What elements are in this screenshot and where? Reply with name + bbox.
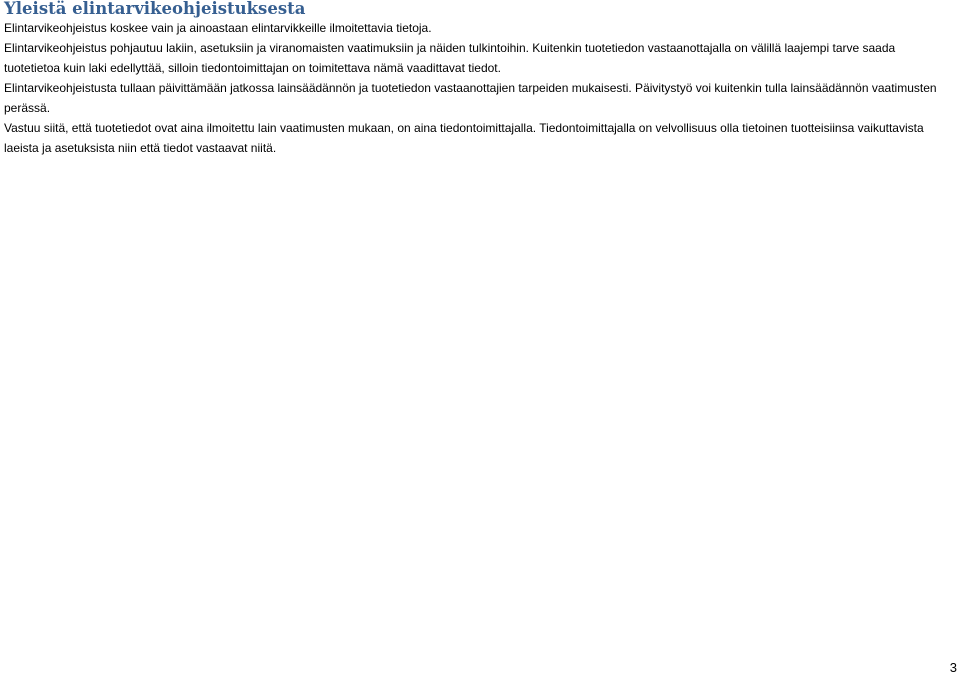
page-number: 3 [949,660,957,675]
document-page [4,0,954,158]
paragraph-updates: Elintarvikeohjeistusta tullaan päivittämään jatkossa lainsäädännön ja tuotetiedon vastaanottajien tarpeiden mukaisesti. Päivitystyö voi kuitenkin tulla lainsäädännön vaatimusten perässä. [4,81,937,115]
paragraph-responsibility: Vastuu siitä, että tuotetiedot ovat aina ilmoitettu lain vaatimusten mukaan, on aina tiedontoimittajalla. Tiedontoimittajalla on velvollisuus olla tietoinen tuotteisiinsa vaikuttavista laeista ja asetuksista niin että tiedot vastaavat niitä. [4,121,924,155]
section-title: Yleistä elintarvikeohjeistuksesta [4,0,306,18]
paragraph-scope: Elintarvikeohjeistus koskee vain ja ainoastaan elintarvikkeille ilmoitettavia tietoja. [4,21,432,35]
paragraph-basis: Elintarvikeohjeistus pohjautuu lakiin, asetuksiin ja viranomaisten vaatimuksiin ja näiden tulkintoihin. Kuitenkin tuotetiedon vastaanottajalla on välillä laajempi tarve saada tuotetietoa kuin laki edellyttää, silloin tiedontoimittajan on toimitettava nämä vaadittavat tiedot. [4,41,896,75]
